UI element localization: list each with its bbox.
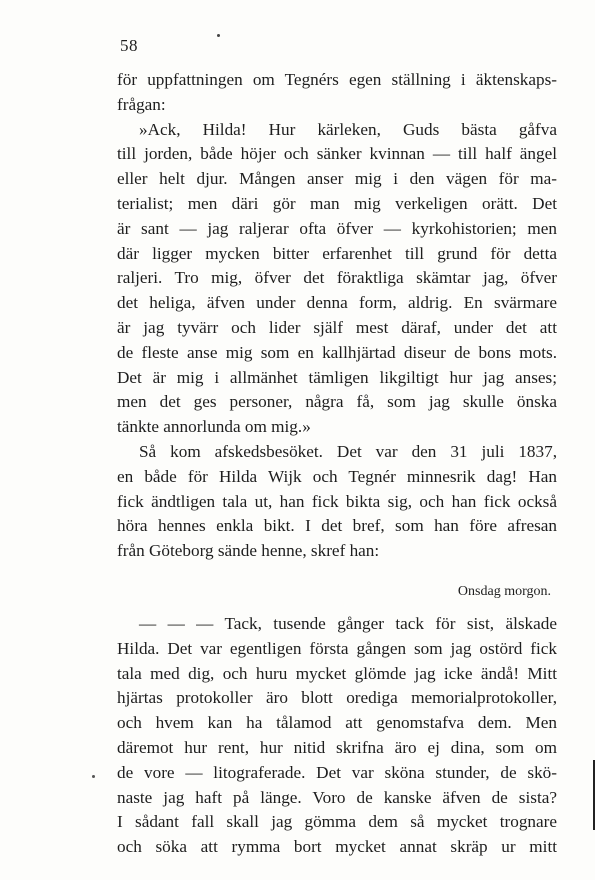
letter-line: de vore — litograferade. Det var sköna stunder, de skö- (117, 762, 557, 782)
text-line: en både för Hilda Wijk och Tegnér minnesrik dag! Han (117, 466, 557, 486)
ink-speck (217, 34, 220, 37)
ink-speck-margin (92, 775, 95, 778)
quote-line: är sant — jag raljerar ofta öfver — kyrkohistorien; men (117, 218, 557, 238)
letter-dateline: Onsdag morgon. (457, 583, 551, 599)
page-number: 58 (120, 36, 138, 55)
text-line: frågan: (117, 94, 166, 114)
letter-line: Hilda. Det var egentligen första gången som jag ostörd fick (117, 638, 557, 658)
quote-line: Det är mig i allmänhet tämligen likgiltigt hur jag anses; (117, 367, 557, 387)
quote-line: raljeri. Tro mig, öfver det föraktliga skämtar jag, öfver (117, 268, 557, 288)
quote-line: de fleste anse mig som en kallhjärtad diseur de bons mots. (117, 342, 557, 362)
text-line: höra hennes enkla bikt. I det bref, som han före afresan (117, 516, 557, 536)
text-line: Så kom afskedsbesöket. Det var den 31 juli 1837, (139, 441, 557, 461)
quote-line: »Ack, Hilda! Hur kärleken, Guds bästa gåfva (139, 119, 557, 139)
quote-line: terialist; men däri gör man mig verkeligen orätt. Det (117, 193, 557, 213)
letter-line: — — — Tack, tusende gånger tack för sist, älskade (139, 613, 557, 633)
letter-line: naste jag haft på länge. Voro de kanske äfven de sista? (117, 787, 557, 807)
letter-line: däremot hur rent, hur nitid skrifna äro ej dina, som om (117, 737, 557, 757)
quote-line: det heliga, äfven under denna form, aldrig. En svärmare (117, 293, 557, 313)
quote-line: till jorden, både höjer och sänker kvinnan — till half ängel (117, 144, 557, 164)
quote-line: är jag tyvärr och lider själf mest däraf, under det att (117, 317, 557, 337)
quote-line: men det ges personer, några få, som jag skulle önska (117, 392, 557, 412)
letter-line: I sådant fall skall jag gömma dem så mycket trognare (117, 812, 557, 832)
body-text (117, 68, 557, 860)
quote-line: där ligger mycken bitter erfarenhet till grund för detta (117, 243, 557, 263)
letter-line: tala med dig, och huru mycket glömde jag icke ändå! Mitt (117, 663, 557, 683)
text-line: fick ändtligen tala ut, han fick bikta sig, och han fick också (117, 491, 557, 511)
letter-line: och hvem kan ha tålamod att genomstafva dem. Men (117, 713, 557, 733)
letter-line: och söka att rymma bort mycket annat skräp ur mitt (117, 837, 557, 857)
quote-line: eller helt djur. Mången anser mig i den vägen för ma- (117, 169, 557, 189)
quote-line: tänkte annorlunda om mig.» (117, 417, 311, 437)
letter-line: hjärtas protokoller äro blott orediga memorialprotokoller, (117, 688, 557, 708)
text-line: för uppfattningen om Tegnérs egen ställning i äktenskaps- (117, 70, 557, 89)
text-line: från Göteborg sände henne, skref han: (117, 541, 380, 561)
